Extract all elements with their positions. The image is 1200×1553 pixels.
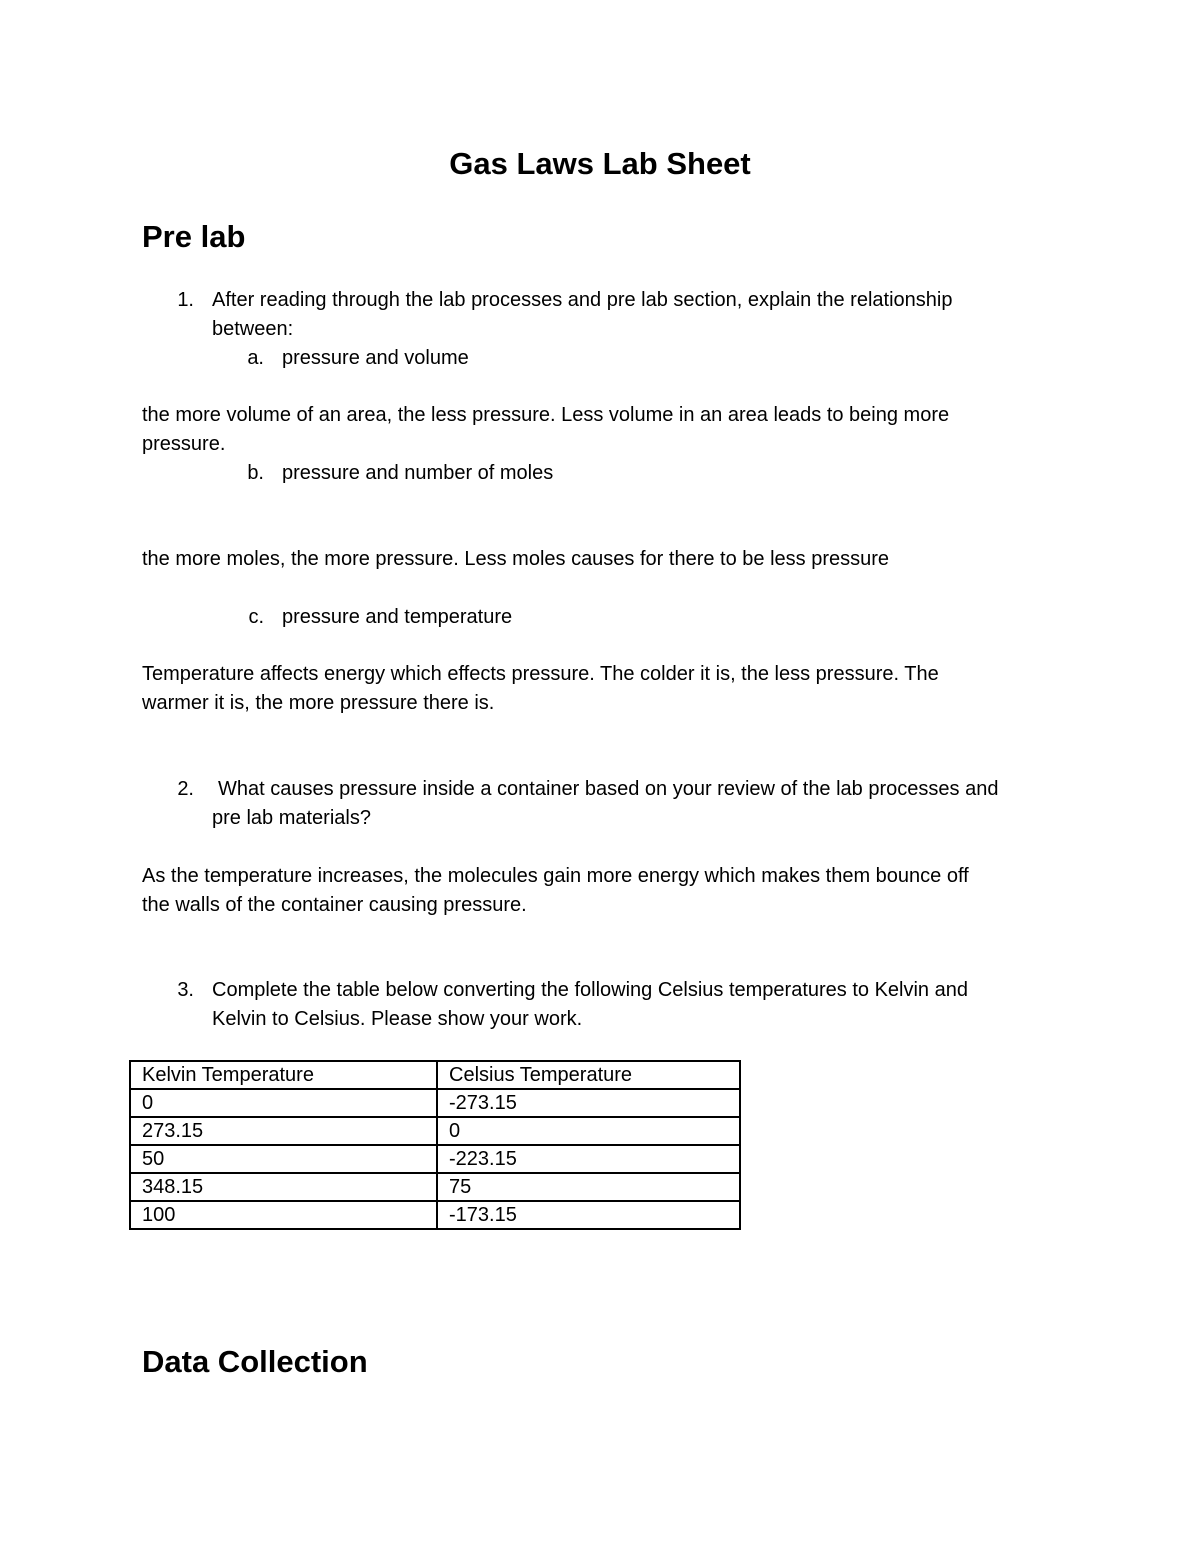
data-collection-heading: Data Collection: [142, 1344, 368, 1379]
q1a-text: pressure and volume: [282, 347, 469, 369]
table-header-row: [130, 1061, 740, 1089]
q2-prompt-line2: pre lab materials?: [212, 807, 371, 829]
q1c-answer-line1: Temperature affects energy which effects pressure. The colder it is, the less pressure. The: [142, 663, 939, 685]
temperature-conversion-table: [129, 1060, 741, 1230]
kelvin-cell: 273.15: [130, 1117, 437, 1145]
table-row: [130, 1173, 740, 1201]
q3-number: 3.: [177, 979, 194, 1001]
table-row: [130, 1145, 740, 1173]
q3-prompt-line2: Kelvin to Celsius. Please show your work.: [212, 1008, 583, 1030]
header-kelvin: Kelvin Temperature: [130, 1061, 437, 1089]
q1c-text: pressure and temperature: [282, 606, 513, 628]
q1-number: 1.: [177, 289, 194, 311]
q1a-answer-line2: pressure.: [142, 433, 226, 455]
celsius-cell: -223.15: [437, 1145, 740, 1173]
table-row: [130, 1201, 740, 1229]
pre-lab-heading: Pre lab: [142, 219, 246, 254]
celsius-cell: 75: [437, 1173, 740, 1201]
celsius-cell: -173.15: [437, 1201, 740, 1229]
q1-prompt-line2: between:: [212, 318, 294, 340]
q2-answer-line1: As the temperature increases, the molecules gain more energy which makes them bounce off: [142, 865, 969, 887]
table-row: [130, 1117, 740, 1145]
q2-number: 2.: [177, 778, 194, 800]
q1c-answer-line2: warmer it is, the more pressure there is.: [142, 692, 495, 714]
kelvin-cell: 50: [130, 1145, 437, 1173]
q2-answer-line2: the walls of the container causing pressure.: [142, 894, 527, 916]
kelvin-cell: 0: [130, 1089, 437, 1117]
q2-prompt-line1: What causes pressure inside a container based on your review of the lab processes and: [218, 778, 999, 800]
kelvin-cell: 100: [130, 1201, 437, 1229]
page-title: Gas Laws Lab Sheet: [449, 146, 751, 181]
q1c-letter: c.: [248, 606, 264, 628]
q3-prompt-line1: Complete the table below converting the following Celsius temperatures to Kelvin and: [212, 979, 968, 1001]
q1b-letter: b.: [247, 462, 264, 484]
q1a-letter: a.: [247, 347, 264, 369]
q1-prompt-line1: After reading through the lab processes and pre lab section, explain the relationship: [212, 289, 953, 311]
q1b-answer: the more moles, the more pressure. Less moles causes for there to be less pressure: [142, 548, 890, 570]
header-celsius: Celsius Temperature: [437, 1061, 740, 1089]
q1a-answer-line1: the more volume of an area, the less pressure. Less volume in an area leads to being more: [142, 404, 950, 426]
celsius-cell: 0: [437, 1117, 740, 1145]
kelvin-cell: 348.15: [130, 1173, 437, 1201]
table-row: [130, 1089, 740, 1117]
celsius-cell: -273.15: [437, 1089, 740, 1117]
q1b-text: pressure and number of moles: [282, 462, 554, 484]
